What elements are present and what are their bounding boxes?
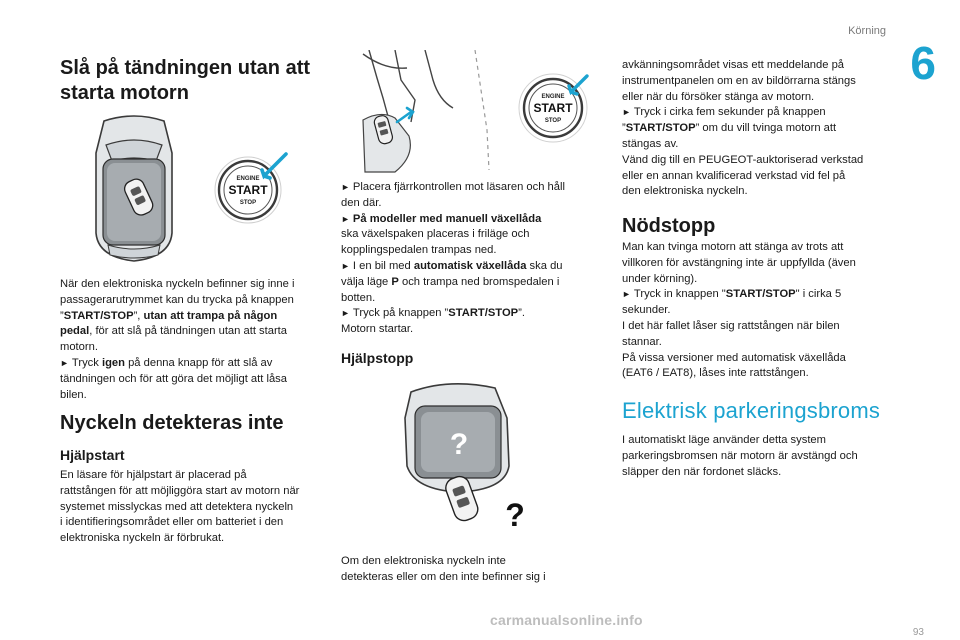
text-line: sekunder. <box>622 304 671 317</box>
watermark: carmanualsonline.info <box>490 612 643 628</box>
text-line: bilen. <box>60 388 87 401</box>
text-line: detekteras eller om den inte befinner sig i <box>341 570 546 583</box>
start-label: START <box>228 183 268 197</box>
text-line: Motorn startar. <box>341 323 414 336</box>
header-section-label: Körning <box>848 25 886 37</box>
text-line: ”START/STOP” om du vill tvinga motorn att <box>622 122 837 135</box>
emergency-stop-text <box>622 240 884 382</box>
text-line: Vänd dig till en PEUGEOT-auktoriserad verkstad <box>622 153 864 166</box>
text-line: passagerarutrymmet kan du trycka på knappen <box>60 293 294 306</box>
text-line: ► I en bil med automatisk växellåda ska du <box>341 259 563 272</box>
section-title-key-not-detected: Nyckeln detekteras inte <box>60 412 284 434</box>
arrow-icon: ► <box>341 213 350 224</box>
text-line: stängas av. <box>622 137 679 150</box>
stop-label: STOP <box>239 200 257 206</box>
section-title-emergency-stop: Nödstopp <box>622 215 716 237</box>
text-line: ► Tryck igen på denna knapp för att slå av <box>60 356 273 369</box>
text-line: systemet misslyckas med att detektera nyckeln <box>60 500 294 513</box>
text-line: botten. <box>341 291 376 304</box>
key-question-mark: ? <box>505 497 525 533</box>
text-line: Man kan tvinga motorn att stänga av trots att <box>622 241 844 253</box>
arrow-icon: ► <box>341 308 350 319</box>
text-line: En läsare för hjälpstart är placerad på <box>60 469 247 481</box>
stop-label-2: STOP <box>544 118 562 124</box>
subtitle-backup-start: Hjälpstart <box>60 447 125 463</box>
text-line: kopplingspedalen trampas ned. <box>341 244 497 257</box>
text-line: villkoren för avstängning inte är uppfyllda (även <box>622 256 856 269</box>
arrow-icon: ► <box>341 182 350 192</box>
text-line: ► Tryck på knappen ”START/STOP”. <box>341 307 525 320</box>
text-line: ska växelspaken placeras i friläge och <box>341 228 530 241</box>
text-line: eller en annan kvalificerad verkstad vid fel på <box>622 169 846 182</box>
text-line: den elektroniska nyckeln. <box>622 185 748 198</box>
text-line: ► På modeller med manuell växellåda <box>341 212 542 225</box>
text-line: motorn. <box>60 341 98 354</box>
text-line: När den elektroniska nyckeln befinner sig inne i <box>60 278 295 290</box>
text-line: eller när du försöker stänga av motorn. <box>622 90 815 103</box>
text-line: pedal, för att slå på tändningen utan att starta <box>60 325 288 338</box>
text-line: På vissa versioner med automatisk växellåda <box>622 351 846 364</box>
backup-start-text <box>60 468 322 547</box>
force-stop-text <box>622 58 884 200</box>
text-line: ► Placera fjärrkontrollen mot läsaren och håll <box>341 181 565 193</box>
text-line: under körning). <box>622 272 698 285</box>
section-title-ignition: Slå på tändningen utan att starta motorn <box>60 57 311 104</box>
page-number: 93 <box>912 627 924 638</box>
engine-label: ENGINE <box>236 176 260 182</box>
engine-label-2: ENGINE <box>541 94 565 100</box>
car-with-key-illustration <box>86 113 182 265</box>
text-line: tändningen och för att göra det möjligt att låsa <box>60 372 288 385</box>
arrow-icon: ► <box>622 107 631 118</box>
text-line: i identifieringsområdet eller om batteriet i den <box>60 516 284 529</box>
start-stop-button-illustration <box>212 150 290 228</box>
section-title-parking-brake: Elektrisk parkeringsbroms <box>622 398 881 423</box>
text-line: ► Tryck i cirka fem sekunder på knappen <box>622 106 826 119</box>
text-line: I automatiskt läge använder detta system <box>622 434 826 446</box>
car-question-mark: ? <box>449 428 469 461</box>
text-line: den där. <box>341 196 382 209</box>
text-line: släpper den när fordonet släcks. <box>622 465 782 478</box>
subtitle-backup-stop: Hjälpstopp <box>341 350 414 366</box>
text-line: I det här fallet låser sig rattstången när bilen <box>622 319 840 332</box>
text-line: rattstången för att möjliggöra start av motorn när <box>60 484 300 497</box>
parking-brake-text <box>622 433 884 480</box>
ignition-instructions <box>60 277 318 403</box>
text-line: Om den elektroniska nyckeln inte <box>341 555 506 567</box>
backup-stop-text <box>341 554 599 586</box>
arrow-icon: ► <box>60 357 69 368</box>
chapter-number: 6 <box>910 37 936 89</box>
text-line: elektroniska nyckeln är förbrukat. <box>60 532 225 545</box>
text-line: avkänningsområdet visas ett meddelande på <box>622 59 845 71</box>
text-line: parkeringsbromsen när motorn är avstängd och <box>622 449 858 462</box>
text-line: välja läge P och trampa ned bromspedalen i <box>341 275 560 288</box>
backup-start-steps <box>341 180 599 338</box>
arrow-icon: ► <box>341 260 350 271</box>
text-line: ”START/STOP”, utan att trampa på någon <box>60 309 278 322</box>
steering-column-key-illustration <box>355 50 595 176</box>
start-label-2: START <box>533 101 573 115</box>
text-line: instrumentpanelen om en av bildörrarna stängs <box>622 74 856 87</box>
text-line: (EAT6 / EAT8), låses inte rattstången. <box>622 367 809 380</box>
car-question-illustration <box>397 380 527 540</box>
text-line: stannar. <box>622 335 662 348</box>
arrow-icon: ► <box>622 289 631 300</box>
text-line: ► Tryck in knappen "START/STOP" i cirka 5 <box>622 288 842 301</box>
